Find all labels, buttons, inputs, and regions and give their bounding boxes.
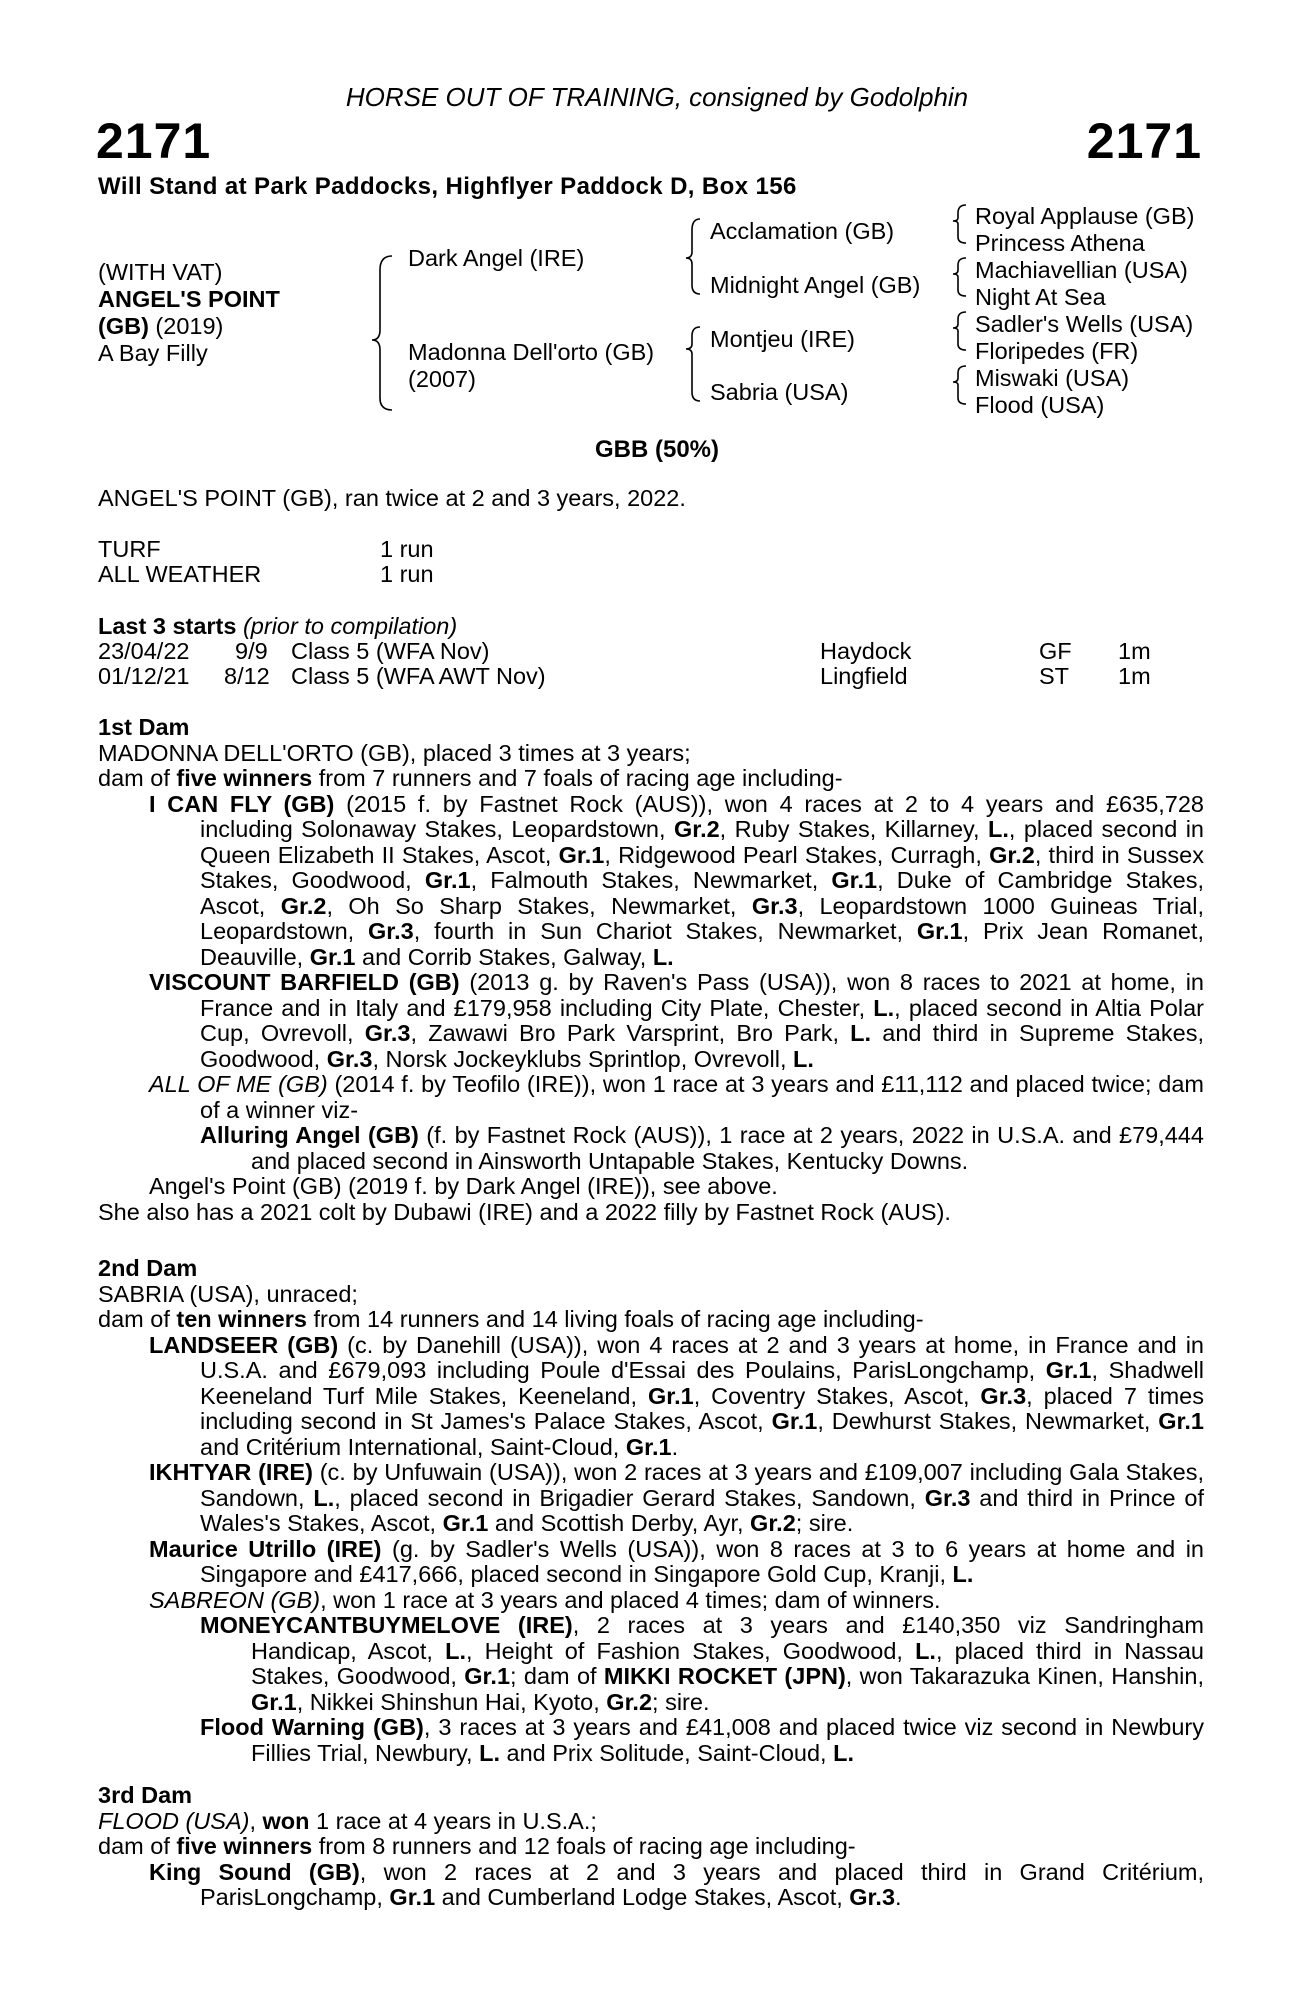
sd-sire: Machiavellian (USA) — [975, 257, 1188, 283]
start-row: 23/04/22 9/9 Class 5 (WFA Nov) Haydock GF 1m — [98, 638, 1151, 664]
sire: Dark Angel (IRE) — [408, 245, 585, 271]
dd-dam: Flood (USA) — [975, 392, 1105, 418]
second-dam-section: 2nd Dam SABRIA (USA), unraced; dam of ten winners from 14 runners and 14 living foals of racing age including- LANDSEER (GB) (c. by Danehill (USA)), won 4 races at 2 and 3 years at home, in France and in U.S.A. and £679,093 including Poule d'Essai des Poulains, ParisLongchamp, Gr.1, Shadwell Keeneland Turf Mile Stakes, Keeneland, Gr.1, Coventry Stakes, Ascot, Gr.3, placed 7 times including second in St James's Palace Stakes, Ascot, Gr.1, Dewhurst Stakes, Newmarket, Gr.1 and Critérium International, Saint-Cloud, Gr.1. IKHTYAR (IRE) (c. by Unfuwain (USA)), won 2 races at 3 years and £109,007 including Gala Stakes, Sandown, L., placed second in Brigadier Gerard Stakes, Sandown, Gr.3 and third in Prince of Wales's Stakes, Ascot, Gr.1 and Scottish Derby, Ayr, Gr.2; sire. Maurice Utrillo (IRE) (g. by Sadler's Wells (USA)), won 8 races at 3 to 6 years at home and in Singapore and £417,666, placed second in Singapore Gold Cup, Kranji, L. SABREON (GB), won 1 race at 3 years and placed 4 times; dam of winners. MONEYCANTBUYMELOVE (IRE), 2 races at 3 years and £140,350 viz Sandringham Handicap, Ascot, L., Height of Fashion Stakes, Goodwood, L., placed third in Nassau Stakes, Goodwood, Gr.1; dam of MIKKI ROCKET (JPN), won Takarazuka Kinen, Hanshin, Gr.1, Nikkei Shinshun Hai, Kyoto, Gr.2; sire. Flood Warning (GB), 3 races at 3 years and £41,008 and placed twice viz second in Newbury Fillies Trial, Newbury, L. and Prix Solitude, Saint-Cloud, L. — [98, 1255, 1204, 1766]
grandprogeny-flood-warning: Flood Warning (GB), 3 races at 3 years and £41,008 and placed twice viz second in Newbury Fillies Trial, Newbury, L. and Prix Solitude, Saint-Cloud, L. — [200, 1714, 1204, 1766]
horse-origin: (GB) (2019) — [98, 313, 224, 339]
second-dam-heading: 2nd Dam — [98, 1255, 198, 1281]
ss-sire: Royal Applause (GB) — [975, 203, 1195, 229]
dam-dam: Sabria (USA) — [710, 379, 849, 405]
lot-number-left: 2171 — [96, 113, 212, 169]
stand-location: Will Stand at Park Paddocks, Highflyer Paddock D, Box 156 — [98, 173, 797, 200]
third-dam-section: 3rd Dam FLOOD (USA), won 1 race at 4 years in U.S.A.; dam of five winners from 8 runners and 12 foals of racing age including- King Sound (GB), won 2 races at 2 and 3 years and placed third in Grand Critérium, ParisLongchamp, Gr.1 and Cumberland Lodge Stakes, Ascot, Gr.3. — [98, 1782, 1204, 1910]
progeny-maurice-utrillo: Maurice Utrillo (IRE) (g. by Sadler's Wells (USA)), won 8 races at 3 to 6 years at home and in Singapore and £417,666, placed second in Singapore Gold Cup, Kranji, L. — [149, 1535, 1204, 1587]
dam-year: (2007) — [408, 366, 476, 392]
surface-row: ALL WEATHER 1 run — [98, 561, 434, 587]
progeny-king-sound: King Sound (GB), won 2 races at 2 and 3 years and placed third in Grand Critérium, ParisLongchamp, Gr.1 and Cumberland Lodge Stakes, Ascot, Gr.3. — [149, 1858, 1204, 1910]
third-dam-heading: 3rd Dam — [98, 1782, 193, 1808]
first-dam-heading: 1st Dam — [98, 714, 190, 740]
dosage: GBB (50%) — [594, 436, 720, 463]
surface-row: TURF 1 run — [98, 536, 434, 562]
first-dam-section: 1st Dam MADONNA DELL'ORTO (GB), placed 3 times at 3 years; dam of five winners from 7 runners and 7 foals of racing age including- I CAN FLY (GB) (2015 f. by Fastnet Rock (AUS)), won 4 races at 2 to 4 years and £635,728 including Solonaway Stakes, Leopardstown, Gr.2, Ruby Stakes, Killarney, L., placed second in Queen Elizabeth II Stakes, Ascot, Gr.1, Ridgewood Pearl Stakes, Curragh, Gr.2, third in Sussex Stakes, Goodwood, Gr.1, Falmouth Stakes, Newmarket, Gr.1, Duke of Cambridge Stakes, Ascot, Gr.2, Oh So Sharp Stakes, Newmarket, Gr.3, Leopardstown 1000 Guineas Trial, Leopardstown, Gr.3, fourth in Sun Chariot Stakes, Newmarket, Gr.1, Prix Jean Romanet, Deauville, Gr.1 and Corrib Stakes, Galway, L. VISCOUNT BARFIELD (GB) (2013 g. by Raven's Pass (USA)), won 8 races to 2021 at home, in France and in Italy and £179,958 including City Plate, Chester, L., placed second in Altia Polar Cup, Ovrevoll, Gr.3, Zawawi Bro Park Varsprint, Bro Park, L. and third in Supreme Stakes, Goodwood, Gr.3, Norsk Jockeyklubs Sprintlop, Ovrevoll, L. ALL OF ME (GB) (2014 f. by Teofilo (IRE)), won 1 race at 3 years and £11,112 and placed twice; dam of a winner viz- Alluring Angel (GB) (f. by Fastnet Rock (AUS)), 1 race at 2 years, 2022 in U.S.A. and £79,444 and placed second in Ainsworth Untapable Stakes, Kentucky Downs. Angel's Point (GB) (2019 f. by Dark Angel (IRE)), see above. She also has a 2021 colt by Dubawi (IRE) and a 2022 filly by Fastnet Rock (AUS). — [98, 714, 1205, 1225]
consignment-line: HORSE OUT OF TRAINING, consigned by Godolphin — [345, 82, 969, 112]
dam-sire: Montjeu (IRE) — [710, 326, 855, 352]
progeny-sabreon: SABREON (GB), won 1 race at 3 years and placed 4 times; dam of winners. — [149, 1586, 941, 1613]
dam: Madonna Dell'orto (GB) — [408, 339, 655, 365]
progeny-ikhtyar: IKHTYAR (IRE) (c. by Unfuwain (USA)), won 2 races at 3 years and £109,007 including Gala Stakes, Sandown, L., placed second in Brigadier Gerard Stakes, Sandown, Gr.3 and third in Prince of Wales's Stakes, Ascot, Gr.1 and Scottish Derby, Ayr, Gr.2; sire. — [149, 1459, 1204, 1536]
ss-dam: Princess Athena — [975, 230, 1145, 256]
race-summary: ANGEL'S POINT (GB), ran twice at 2 and 3 years, 2022. — [98, 485, 686, 511]
sire-sire: Acclamation (GB) — [710, 218, 895, 244]
sd-dam: Night At Sea — [975, 284, 1106, 310]
horse-name: ANGEL'S POINT — [98, 286, 280, 312]
progeny-viscount-barfield: VISCOUNT BARFIELD (GB) (2013 g. by Raven's Pass (USA)), won 8 races to 2021 at home, in France and in Italy and £179,958 including City Plate, Chester, L., placed second in Altia Polar Cup, Ovrevoll, Gr.3, Zawawi Bro Park Varsprint, Bro Park, L. and third in Supreme Stakes, Goodwood, Gr.3, Norsk Jockeyklubs Sprintlop, Ovrevoll, L. — [149, 969, 1204, 1072]
ds-sire: Sadler's Wells (USA) — [975, 311, 1194, 337]
sire-dam: Midnight Angel (GB) — [710, 272, 921, 298]
vat-note: (WITH VAT) — [98, 259, 223, 285]
progeny-all-of-me: ALL OF ME (GB) (2014 f. by Teofilo (IRE)), won 1 race at 3 years and £11,112 and placed twice; dam of a winner viz- — [149, 1071, 1204, 1123]
also-note: She also has a 2021 colt by Dubawi (IRE) and a 2022 filly by Fastnet Rock (AUS). — [98, 1198, 951, 1225]
dd-sire: Miswaki (USA) — [975, 365, 1130, 391]
start-row: 01/12/21 8/12 Class 5 (WFA AWT Nov) Lingfield ST 1m — [98, 663, 1151, 689]
progeny-i-can-fly: I CAN FLY (GB) (2015 f. by Fastnet Rock (AUS)), won 4 races at 2 to 4 years and £635,728 including Solonaway Stakes, Leopardstown, Gr.2, Ruby Stakes, Killarney, L., placed second in Queen Elizabeth II Stakes, Ascot, Gr.1, Ridgewood Pearl Stakes, Curragh, Gr.2, third in Sussex Stakes, Goodwood, Gr.1, Falmouth Stakes, Newmarket, Gr.1, Duke of Cambridge Stakes, Ascot, Gr.2, Oh So Sharp Stakes, Newmarket, Gr.3, Leopardstown 1000 Guineas Trial, Leopardstown, Gr.3, fourth in Sun Chariot Stakes, Newmarket, Gr.1, Prix Jean Romanet, Deauville, Gr.1 and Corrib Stakes, Galway, L. — [149, 790, 1205, 970]
progeny-landseer: LANDSEER (GB) (c. by Danehill (USA)), won 4 races at 2 and 3 years at home, in France and in U.S.A. and £679,093 including Poule d'Essai des Poulains, ParisLongchamp, Gr.1, Shadwell Keeneland Turf Mile Stakes, Keeneland, Gr.1, Coventry Stakes, Ascot, Gr.3, placed 7 times including second in St James's Palace Stakes, Ascot, Gr.1, Dewhurst Stakes, Newmarket, Gr.1 and Critérium International, Saint-Cloud, Gr.1. — [149, 1331, 1204, 1460]
last-starts-heading: Last 3 starts (prior to compilation) — [98, 613, 458, 639]
progeny-angels-point: Angel's Point (GB) (2019 f. by Dark Angel (IRE)), see above. — [149, 1173, 778, 1199]
grandprogeny-moneycantbuymelove: MONEYCANTBUYMELOVE (IRE), 2 races at 3 years and £140,350 viz Sandringham Handicap, Ascot, L., Height of Fashion Stakes, Goodwood, L., placed third in Nassau Stakes, Goodwood, Gr.1; dam of MIKKI ROCKET (JPN), won Takarazuka Kinen, Hanshin, Gr.1, Nikkei Shinshun Hai, Kyoto, Gr.2; sire. — [200, 1612, 1204, 1715]
lot-number-right: 2171 — [1086, 113, 1202, 169]
horse-description: A Bay Filly — [98, 340, 208, 366]
grandprogeny-alluring-angel: Alluring Angel (GB) (f. by Fastnet Rock (AUS)), 1 race at 2 years, 2022 in U.S.A. and £79,444 and placed second in Ainsworth Untapable Stakes, Kentucky Downs. — [200, 1122, 1204, 1174]
ds-dam: Floripedes (FR) — [975, 338, 1139, 364]
